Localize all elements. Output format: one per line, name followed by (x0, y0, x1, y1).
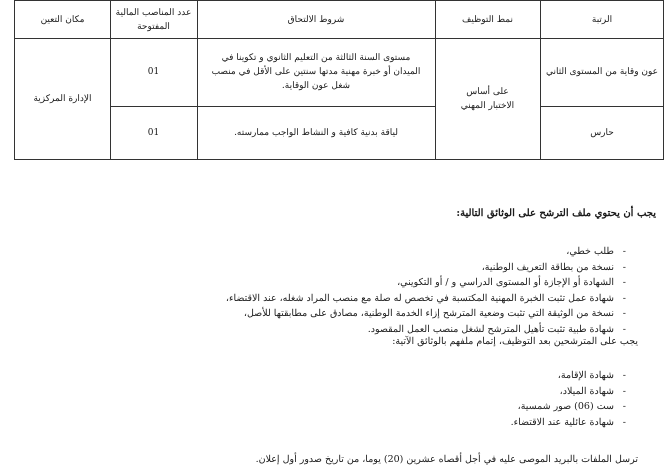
documents-list-wrap (226, 244, 628, 337)
list-item: - الشهادة أو الإجازة أو المستوى الدراسي و / أو التكويني، (226, 275, 628, 291)
after-recruitment-intro: يجب على المترشحين بعد التوظيف، إتمام ملفهم بالوثائق الآتية: (392, 336, 638, 347)
list-item: - نسخة من الوثيقة التي تثبت وضعية المترشح إزاء الخدمة الوطنية، مصادق على مطابقتها للأصل، (226, 306, 628, 322)
list-item: - نسخة من بطاقة التعريف الوطنية، (226, 260, 628, 276)
list-item: - طلب خطي، (226, 244, 628, 260)
row2-rank: حارس (590, 128, 614, 138)
submission-note: ترسل الملفات بالبريد الموصى عليه في أجل أقصاه عشرين (20) يوما، من تاريخ صدور أول إعلان. (255, 454, 638, 465)
row1-rank: عون وقاية من المستوى الثاني (545, 67, 659, 77)
list-item: - شهادة الميلاد، (511, 384, 628, 400)
header-positions: عدد المناصب المالية المفتوحة (115, 7, 192, 32)
list-item: - ست (06) صور شمسية، (511, 399, 628, 415)
header-recruitment-mode: نمط التوظيف (462, 14, 513, 25)
row1-positions: 01 (147, 67, 160, 77)
list-item: - شهادة طبية تثبت تأهيل المترشح لشغل منصب العمل المقصود. (226, 322, 628, 338)
header-rank: الرتبة (591, 14, 613, 25)
documents-heading: يجب أن يحتوي ملف الترشح على الوثائق التالية: (456, 208, 656, 219)
after-list-wrap (511, 368, 628, 430)
header-conditions: شروط الالتحاق (287, 14, 345, 25)
documents-list (226, 244, 628, 337)
after-recruitment-list (511, 368, 628, 430)
row2-positions: 01 (147, 128, 160, 138)
list-item: - شهادة عائلية عند الاقتضاء. (511, 415, 628, 431)
row1-conditions: مستوى السنة الثالثة من التعليم الثانوي و تكوينا في الميدان أو خبرة مهنية مدتها سنتين على الأقل في منصب شغل عون الوقاية. (211, 53, 421, 91)
recruitment-mode-merged: على أساس الاختبار المهني (460, 87, 515, 111)
positions-table (14, 0, 664, 160)
header-location: مكان التعين (40, 14, 85, 25)
location-merged: الإدارة المركزية (33, 94, 92, 104)
after-recruitment-section (392, 336, 638, 348)
list-item: - شهادة عمل تثبت الخبرة المهنية المكتسبة في تخصص له صلة مع منصب المراد شغله، عند الاقتضاء، (226, 291, 628, 307)
row2-conditions: لياقة بدنية كافية و النشاط الواجب ممارسته. (234, 128, 398, 138)
documents-section (456, 208, 656, 220)
list-item: - شهادة الإقامة، (511, 368, 628, 384)
